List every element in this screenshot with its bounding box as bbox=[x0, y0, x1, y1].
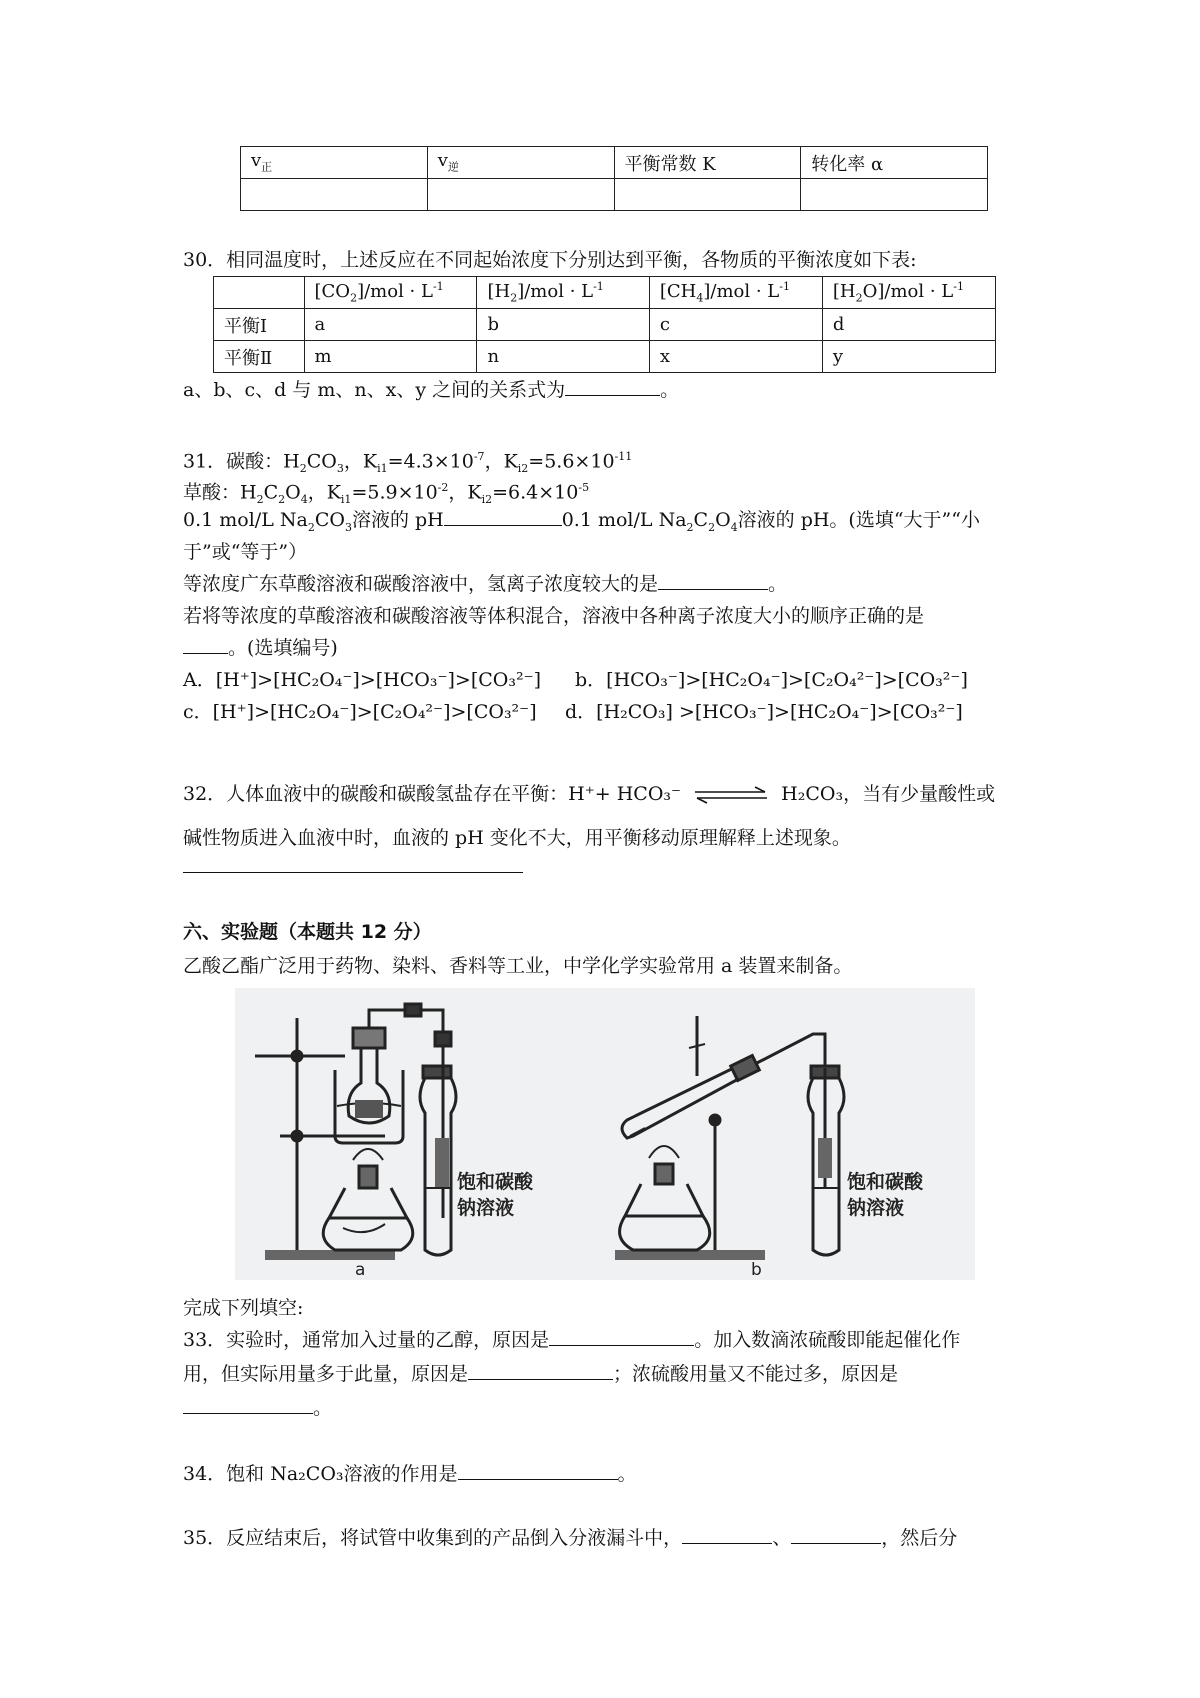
cell: a bbox=[304, 309, 477, 341]
label-b1: 饱和碳酸 bbox=[847, 1171, 924, 1193]
q32-line2: 碱性物质进入血液中时，血液的 pH 变化不大，用平衡移动原理解释上述现象。 bbox=[183, 827, 851, 849]
header-ch4: $[CH_4]$/mol · $L^{-1}$ bbox=[649, 277, 822, 309]
answer-line[interactable] bbox=[183, 872, 523, 873]
q33-line2: 用，但实际用量多于此量，原因是 ；浓硫酸用量又不能过多，原因是 bbox=[183, 1358, 898, 1390]
row-label: 平衡Ⅰ bbox=[214, 309, 305, 341]
row-label: 平衡Ⅱ bbox=[214, 341, 305, 373]
answer-blank[interactable] bbox=[565, 375, 660, 396]
answer-blank[interactable] bbox=[444, 505, 562, 526]
label-b2: 钠溶液 bbox=[847, 1197, 905, 1219]
q31-line3: 0.1 mol/L $Na_2CO_3$溶液的 pH 0.1 mol/L $Na_2C_2O_4$溶液的 pH。(选填“大于”“小 bbox=[183, 504, 980, 544]
q32-line1: 32．人体血液中的碳酸和碳酸氢盐存在平衡：H⁺+ HCO₃⁻ H₂CO₃，当有少量酸性或 bbox=[183, 783, 996, 805]
label-a2: 钠溶液 bbox=[457, 1197, 515, 1219]
option-b: b．[HCO₃⁻]>[HC₂O₄⁻]>[C₂O₄²⁻]>[CO₃²⁻] bbox=[575, 669, 968, 691]
q30-intro: 30．相同温度时，上述反应在不同起始浓度下分别达到平衡，各物质的平衡浓度如下表: bbox=[183, 249, 917, 271]
q31-line6: 若将等浓度的草酸溶液和碳酸溶液等体积混合，溶液中各种离子浓度大小的顺序正确的是 bbox=[183, 605, 925, 627]
header-alpha: 转化率 α bbox=[801, 147, 988, 179]
cell: y bbox=[822, 341, 995, 373]
cell: x bbox=[649, 341, 822, 373]
option-c: c．[H⁺]>[HC₂O₄⁻]>[C₂O₄²⁻]>[CO₃²⁻] bbox=[183, 701, 537, 723]
cell: m bbox=[304, 341, 477, 373]
q31-line2: 草酸：$H_2C_2O_4$，$K_{i1}=5.9\times 10^{-2}$，$K_{i2}=6.4\times 10^{-5}$ bbox=[183, 481, 590, 507]
q35-line: 35．反应结束后，将试管中收集到的产品倒入分液漏斗中， 、 ，然后分 bbox=[183, 1522, 957, 1554]
header-co2: $[CO_2]$/mol · $L^{-1}$ bbox=[304, 277, 477, 309]
header-k: 平衡常数 K bbox=[614, 147, 801, 179]
option-a: A．[H⁺]>[HC₂O₄⁻]>[HCO₃⁻]>[CO₃²⁻] bbox=[183, 669, 542, 691]
cell: d bbox=[822, 309, 995, 341]
answer-blank[interactable] bbox=[468, 1359, 613, 1380]
header-v-forward: $v_正$ bbox=[241, 147, 428, 179]
apparatus-diagram bbox=[235, 988, 975, 1280]
caption-b: b bbox=[751, 1260, 762, 1280]
answer-blank[interactable] bbox=[658, 569, 768, 590]
cell: n bbox=[477, 341, 649, 373]
header-v-reverse: $v_逆$ bbox=[427, 147, 614, 179]
rate-table bbox=[240, 146, 988, 211]
header-h2: $[H_2]$/mol · $L^{-1}$ bbox=[477, 277, 649, 309]
caption-a: a bbox=[355, 1260, 366, 1280]
q31-line7: 。(选填编号) bbox=[183, 632, 338, 664]
section-heading: 六、实验题（本题共 12 分） bbox=[183, 921, 432, 943]
q30-text: a、b、c、d 与 m、n、x、y 之间的关系式为 bbox=[183, 379, 566, 401]
header-h2o: $[H_2O]$/mol · $L^{-1}$ bbox=[822, 277, 995, 309]
apparatus-figure bbox=[235, 988, 975, 1280]
cell bbox=[801, 179, 988, 211]
cell: b bbox=[477, 309, 649, 341]
equilibrium-arrow-icon bbox=[693, 785, 769, 805]
q31-line5: 等浓度广东草酸溶液和碳酸溶液中，氢离子浓度较大的是 。 bbox=[183, 568, 787, 600]
cell bbox=[214, 277, 305, 309]
option-d: d．[H₂CO₃] >[HCO₃⁻]>[HC₂O₄⁻]>[CO₃²⁻] bbox=[565, 701, 963, 723]
q33-line1: 33．实验时，通常加入过量的乙醇，原因是 。加入数滴浓硫酸即能起催化作 bbox=[183, 1324, 960, 1356]
q30-end: 。 bbox=[660, 379, 680, 401]
q31-line4: 于”或“等于”） bbox=[183, 541, 308, 563]
answer-blank[interactable] bbox=[682, 1523, 772, 1544]
fill-instruction: 完成下列填空: bbox=[183, 1297, 304, 1319]
cell bbox=[614, 179, 801, 211]
answer-blank[interactable] bbox=[458, 1459, 618, 1480]
cell: c bbox=[649, 309, 822, 341]
section-intro: 乙酸乙酯广泛用于药物、染料、香料等工业，中学化学实验常用 a 装置来制备。 bbox=[183, 955, 853, 977]
cell bbox=[427, 179, 614, 211]
answer-blank[interactable] bbox=[183, 633, 228, 654]
equilibrium-table bbox=[213, 276, 996, 373]
answer-blank[interactable] bbox=[791, 1523, 881, 1544]
q31-line1: 31．碳酸：$H_2CO_3$，$K_{i1}=4.3\times 10^{-7}$，$K_{i2}=5.6\times 10^{-11}$ bbox=[183, 450, 633, 476]
answer-blank[interactable] bbox=[549, 1325, 694, 1346]
q34-line: 34．饱和 Na₂CO₃溶液的作用是 。 bbox=[183, 1458, 637, 1490]
cell bbox=[241, 179, 428, 211]
answer-blank[interactable] bbox=[183, 1393, 313, 1414]
q30-relation bbox=[183, 374, 679, 406]
q33-line3: 。 bbox=[183, 1392, 332, 1424]
label-a1: 饱和碳酸 bbox=[457, 1171, 534, 1193]
